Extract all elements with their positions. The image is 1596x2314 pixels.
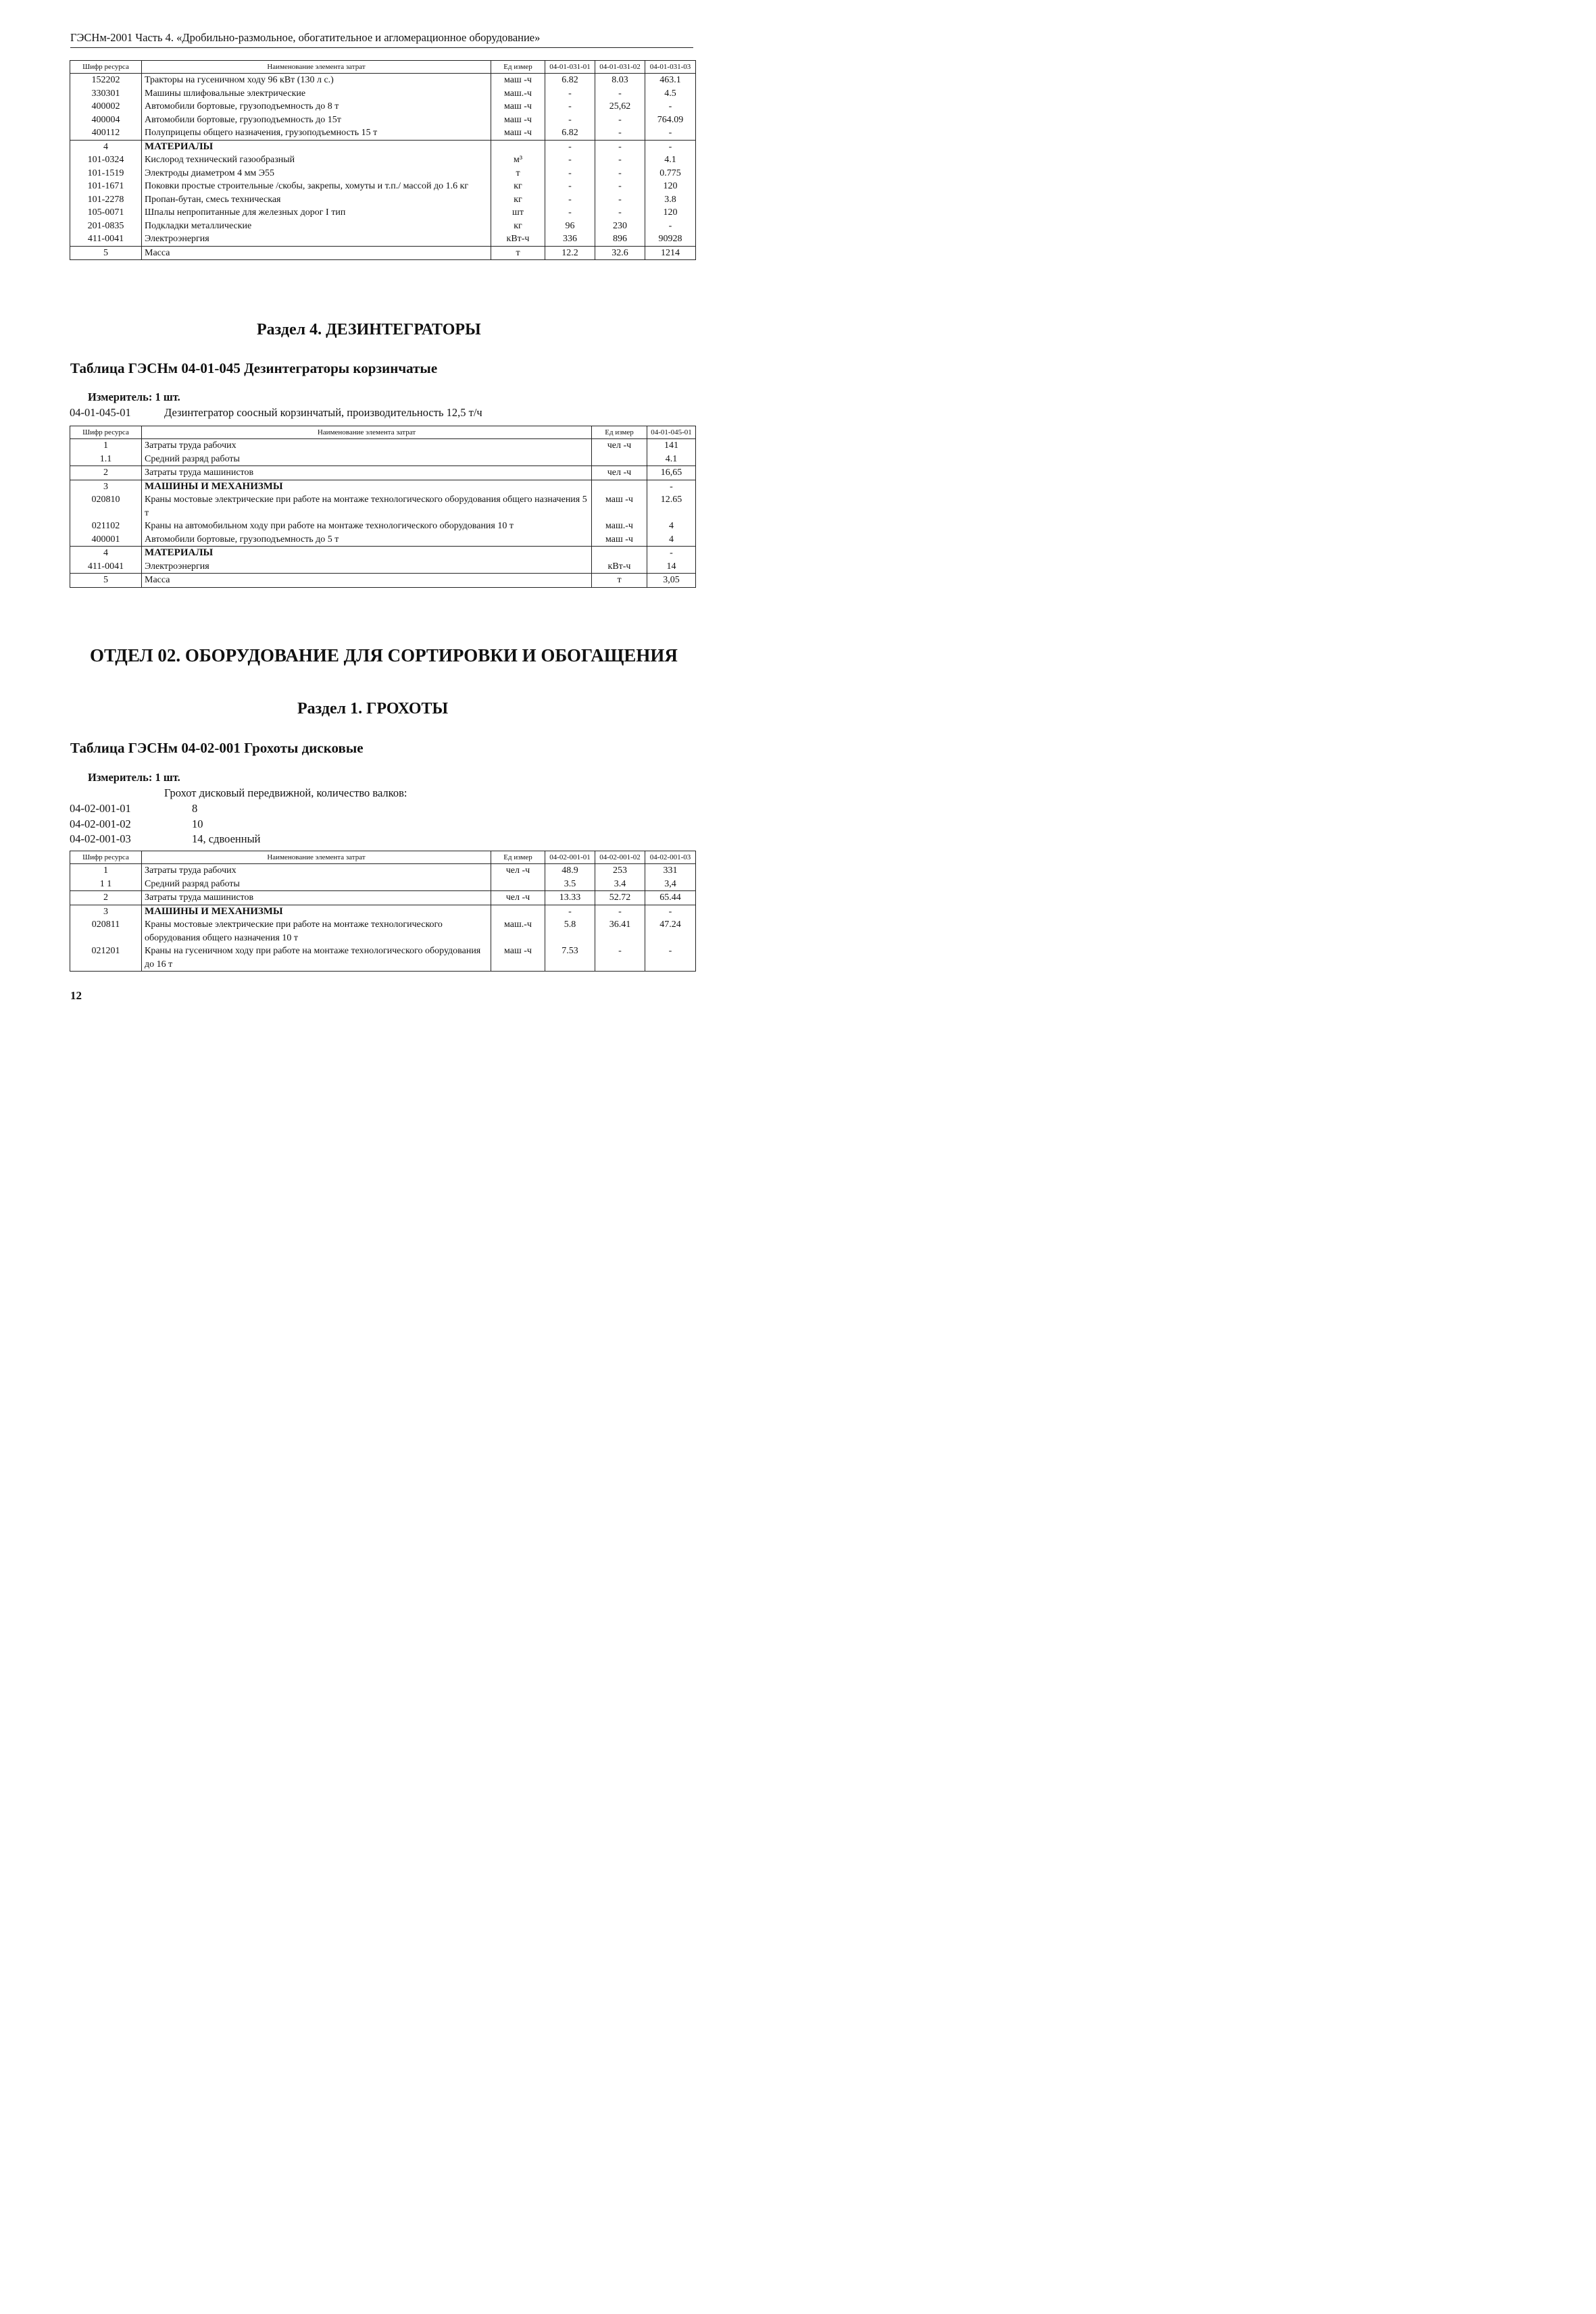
item-description: 14, сдвоенный [192,832,261,845]
resource-code: 400002 [70,100,142,114]
resource-value: - [645,220,696,233]
meter-value: 1 шт. [155,391,180,403]
resource-unit: кг [491,180,545,193]
resource-value: 4.5 [645,87,696,101]
table-header-row [70,851,696,864]
resource-value: - [545,153,595,167]
resource-name: Краны на гусеничном ходу при работе на монтаже технологического оборудования до 16 т [142,945,491,972]
table-row [70,533,696,547]
resource-code: 400001 [70,533,142,547]
resource-unit: т [491,246,545,260]
table-row [70,140,696,153]
resource-name: Краны на автомобильном ходу при работе на монтаже технологического оборудования 10 т [142,520,592,533]
resource-unit: маш.-ч [491,918,545,945]
resource-unit: кг [491,220,545,233]
resource-value: 896 [595,232,645,246]
resource-value: - [545,180,595,193]
resource-value: 331 [645,864,696,878]
resource-value: 13.33 [545,891,595,905]
resource-name: Электроды диаметром 4 мм Э55 [142,167,491,180]
resources-table-031 [70,60,696,260]
table-row [70,480,696,493]
item-description: 10 [192,818,203,830]
resource-value: 96 [545,220,595,233]
resource-name: Пропан-бутан, смесь техническая [142,193,491,207]
resource-name: Электроэнергия [142,232,491,246]
resource-code: 1 1 [70,878,142,891]
resource-code: 330301 [70,87,142,101]
resource-value: - [545,100,595,114]
meter-line-2 [88,771,180,784]
resource-name: Кислород технический газообразный [142,153,491,167]
table-row [70,547,696,560]
resource-value: 764.09 [645,114,696,127]
header-code: Шифр ресурса [70,851,142,864]
meter-label: Измеритель: [88,391,153,403]
table-row [70,905,696,918]
header-name: Наименование элемента затрат [142,61,491,74]
resource-code: 021201 [70,945,142,972]
resource-code: 201-0835 [70,220,142,233]
resource-value: - [545,114,595,127]
resource-code: 4 [70,547,142,560]
resource-name: Полуприцепы общего назначения, грузоподъемность 15 т [142,126,491,140]
resource-unit [592,480,647,493]
resource-unit [491,878,545,891]
resource-value: - [545,905,595,918]
resource-value: 3,05 [647,574,696,588]
table-title: Таблица ГЭСНм 04-01-045 Дезинтеграторы корзинчатые [70,360,438,376]
table-header-row [70,426,696,439]
table-row [70,891,696,905]
resource-name: Средний разряд работы [142,453,592,466]
resource-name: Тракторы на гусеничном ходу 96 кВт (130 л с.) [142,74,491,87]
resource-name: Машины шлифовальные электрические [142,87,491,101]
resource-unit: т [592,574,647,588]
header-col-1: 04-01-045-01 [647,426,696,439]
resource-code: 101-1519 [70,167,142,180]
table-header-row [70,61,696,74]
resource-unit: маш -ч [592,533,647,547]
resource-unit: маш -ч [491,100,545,114]
resource-unit: м³ [491,153,545,167]
resource-name: Поковки простые строительные /скобы, закрепы, хомуты и т.п./ массой до 1.6 кг [142,180,491,193]
table-row [70,439,696,453]
resource-value: 36.41 [595,918,645,945]
resource-value: - [595,167,645,180]
resource-name: Средний разряд работы [142,878,491,891]
resource-code: 105-0071 [70,206,142,220]
resource-name: Затраты труда рабочих [142,439,592,453]
header-name: Наименование элемента затрат [142,851,491,864]
resource-unit: маш -ч [491,114,545,127]
resource-name: Масса [142,574,592,588]
resource-name: МАТЕРИАЛЫ [142,140,491,153]
resource-value: 5.8 [545,918,595,945]
resource-value: - [595,193,645,207]
department-title: ОТДЕЛ 02. ОБОРУДОВАНИЕ ДЛЯ СОРТИРОВКИ И ОБОГАЩЕНИЯ [90,645,678,665]
resource-unit: кг [491,193,545,207]
item-code: 04-02-001-03 [70,832,131,845]
resource-value: - [645,100,696,114]
meter-line [88,391,180,404]
table-row [70,206,696,220]
resource-value: - [645,126,696,140]
resource-name: Подкладки металлические [142,220,491,233]
resource-value: 7.53 [545,945,595,972]
resource-name: МАТЕРИАЛЫ [142,547,592,560]
resource-unit: чел -ч [491,891,545,905]
table-row [70,945,696,972]
resources-table-045 [70,426,696,588]
resource-value: - [545,167,595,180]
section-title: Раздел 4. ДЕЗИНТЕГРАТОРЫ [257,321,481,338]
header-code: Шифр ресурса [70,61,142,74]
table-row [70,232,696,246]
resource-code: 1 [70,439,142,453]
resource-value: 3.5 [545,878,595,891]
resource-unit: маш -ч [491,126,545,140]
resource-unit: чел -ч [592,439,647,453]
header-col-2: 04-02-001-02 [595,851,645,864]
resource-code: 411-0041 [70,232,142,246]
table-row [70,74,696,87]
resource-value: 3.4 [595,878,645,891]
resource-unit: чел -ч [592,466,647,480]
resource-code: 400004 [70,114,142,127]
header-unit: Ед измер [491,851,545,864]
page-number: 12 [70,989,82,1002]
resource-value: - [545,87,595,101]
resource-value: - [647,480,696,493]
resource-code: 021102 [70,520,142,533]
resource-name: Электроэнергия [142,560,592,574]
resource-unit: маш.-ч [491,87,545,101]
resource-name: МАШИНЫ И МЕХАНИЗМЫ [142,480,592,493]
table-row [70,878,696,891]
resource-code: 411-0041 [70,560,142,574]
resource-value: - [645,905,696,918]
resource-name: Затраты труда машинистов [142,891,491,905]
resource-value: 3,4 [645,878,696,891]
resource-value: 6.82 [545,74,595,87]
resource-value: 14 [647,560,696,574]
resource-name: МАШИНЫ И МЕХАНИЗМЫ [142,905,491,918]
resource-name: Автомобили бортовые, грузоподъемность до 15т [142,114,491,127]
resource-code: 101-1671 [70,180,142,193]
resource-value: 4 [647,533,696,547]
resource-name: Автомобили бортовые, грузоподъемность до 8 т [142,100,491,114]
header-name: Наименование элемента затрат [142,426,592,439]
resource-value: - [595,905,645,918]
resource-value: - [645,140,696,153]
table-row [70,918,696,945]
table-row [70,520,696,533]
header-unit: Ед измер [491,61,545,74]
resource-value: - [545,140,595,153]
resource-code: 020810 [70,493,142,520]
resource-unit: маш -ч [491,74,545,87]
resource-value: 4.1 [645,153,696,167]
table-row [70,453,696,466]
resource-name: Краны мостовые электрические при работе на монтаже технологического оборудования общего назначения 5 т [142,493,592,520]
table-row [70,220,696,233]
resource-value: 12.2 [545,246,595,260]
resource-code: 5 [70,574,142,588]
header-unit: Ед измер [592,426,647,439]
resource-value: 4 [647,520,696,533]
resource-value: 120 [645,206,696,220]
resource-value: - [595,180,645,193]
table-row [70,100,696,114]
resource-unit [592,453,647,466]
resource-value: - [647,547,696,560]
resource-value: - [645,945,696,972]
table-row [70,574,696,588]
table-row [70,493,696,520]
resource-code: 101-0324 [70,153,142,167]
resource-code: 1.1 [70,453,142,466]
table-title-2: Таблица ГЭСНм 04-02-001 Грохоты дисковые [70,740,364,756]
meter-value-2: 1 шт. [155,771,180,784]
resource-value: 336 [545,232,595,246]
resource-code: 2 [70,891,142,905]
table-row [70,466,696,480]
resource-value: 120 [645,180,696,193]
table-row [70,87,696,101]
resource-code: 3 [70,905,142,918]
header-col-3: 04-01-031-03 [645,61,696,74]
header-code: Шифр ресурса [70,426,142,439]
resource-unit [491,905,545,918]
meter-label-2: Измеритель: [88,771,153,784]
item-code: 04-02-001-01 [70,802,131,815]
resource-unit: маш.-ч [592,520,647,533]
resource-code: 2 [70,466,142,480]
resource-code: 4 [70,140,142,153]
table-row [70,560,696,574]
resource-value: - [595,114,645,127]
resource-value: 47.24 [645,918,696,945]
item-description: 8 [192,802,198,815]
resource-value: 0.775 [645,167,696,180]
resource-value: - [595,206,645,220]
resource-value: 6.82 [545,126,595,140]
resource-value: 16,65 [647,466,696,480]
resource-unit: шт [491,206,545,220]
resource-value: - [595,153,645,167]
page-header: ГЭСНм-2001 Часть 4. «Дробильно-размольное, обогатительное и агломерационное оборудование» [70,31,541,44]
resource-name: Затраты труда рабочих [142,864,491,878]
item-description: Дезинтегратор соосный корзинчатый, производительность 12,5 т/ч [164,406,482,419]
resource-value: - [595,87,645,101]
table-row [70,167,696,180]
resource-unit: кВт-ч [491,232,545,246]
resource-value: 48.9 [545,864,595,878]
resource-unit: кВт-ч [592,560,647,574]
resource-value: - [595,945,645,972]
resource-unit [592,547,647,560]
resource-unit: чел -ч [491,864,545,878]
table-row [70,126,696,140]
resource-value: 8.03 [595,74,645,87]
resource-value: 1214 [645,246,696,260]
resource-name: Шпалы непропитанные для железных дорог I тип [142,206,491,220]
table-row [70,864,696,878]
header-divider [70,47,693,48]
resource-unit [491,140,545,153]
resource-name: Краны мостовые электрические при работе на монтаже технологического оборудования общего назначения 10 т [142,918,491,945]
header-col-3: 04-02-001-03 [645,851,696,864]
resource-unit: маш -ч [592,493,647,520]
resource-code: 152202 [70,74,142,87]
resource-code: 020811 [70,918,142,945]
resource-value: - [595,140,645,153]
item-code: 04-02-001-02 [70,818,131,830]
item-intro: Грохот дисковый передвижной, количество валков: [164,786,407,799]
resources-table-001 [70,851,696,972]
resource-value: 141 [647,439,696,453]
resource-value: 463.1 [645,74,696,87]
header-col-2: 04-01-031-02 [595,61,645,74]
header-col-1: 04-02-001-01 [545,851,595,864]
resource-code: 400112 [70,126,142,140]
resource-value: - [595,126,645,140]
item-code: 04-01-045-01 [70,406,131,419]
resource-value: 25,62 [595,100,645,114]
resource-value: 4.1 [647,453,696,466]
resource-code: 3 [70,480,142,493]
resource-value: 253 [595,864,645,878]
table-row [70,180,696,193]
resource-value: 230 [595,220,645,233]
resource-value: 32.6 [595,246,645,260]
resource-name: Автомобили бортовые, грузоподъемность до 5 т [142,533,592,547]
table-row [70,114,696,127]
resource-name: Масса [142,246,491,260]
resource-value: - [545,206,595,220]
resource-unit: т [491,167,545,180]
section-title-2: Раздел 1. ГРОХОТЫ [297,700,449,718]
resource-value: 90928 [645,232,696,246]
resource-unit: маш -ч [491,945,545,972]
resource-value: - [545,193,595,207]
table-row [70,193,696,207]
resource-value: 12.65 [647,493,696,520]
table-row [70,246,696,260]
resource-value: 52.72 [595,891,645,905]
resource-value: 65.44 [645,891,696,905]
resource-value: 3.8 [645,193,696,207]
resource-code: 1 [70,864,142,878]
header-col-1: 04-01-031-01 [545,61,595,74]
table-row [70,153,696,167]
resource-code: 101-2278 [70,193,142,207]
resource-code: 5 [70,246,142,260]
resource-name: Затраты труда машинистов [142,466,592,480]
